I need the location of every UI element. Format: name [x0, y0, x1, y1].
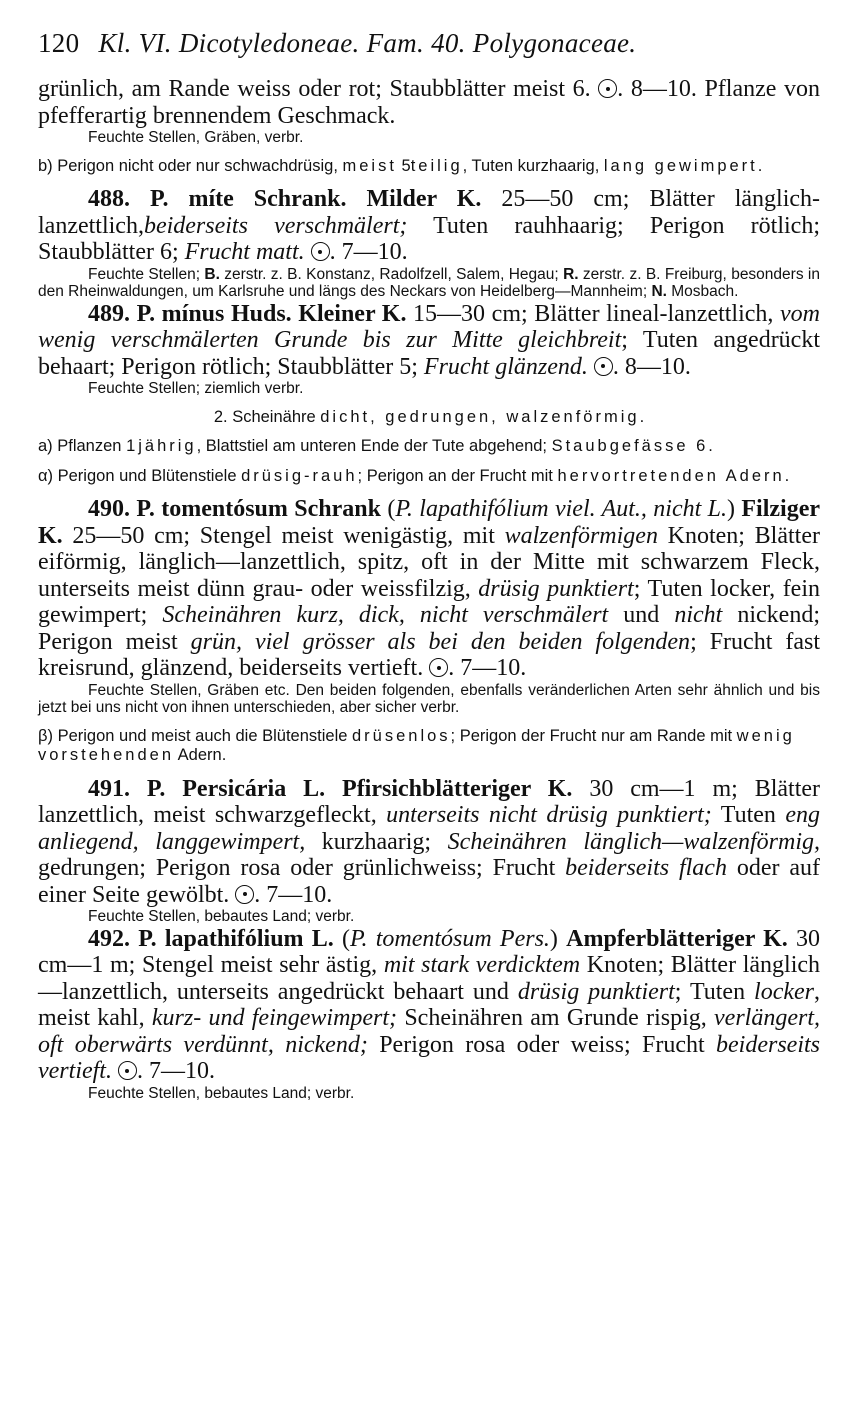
annual-symbol-icon: [235, 885, 254, 904]
text-run: Feuchte Stellen, Gräben, verbr.: [88, 129, 304, 146]
species-entry: [38, 76, 820, 129]
text-run: drüsig punktiert: [517, 978, 675, 1005]
text-run: nickend; Perigon meist: [38, 602, 820, 655]
text-run: hervortretenden Adern: [557, 466, 785, 485]
text-run: walzenförmigen: [504, 522, 658, 549]
text-run: dicht, gedrungen, walzenförmig: [320, 407, 640, 426]
text-run: P. tomentósum Pers.: [349, 925, 550, 952]
text-run: Feuchte Stellen, bebautes Land; verbr.: [88, 1084, 355, 1102]
text-run: 2. Scheinähre: [213, 407, 321, 426]
key-line: [38, 408, 820, 428]
text-run: [346, 186, 366, 212]
text-run: kurzhaarig;: [305, 828, 448, 855]
annual-symbol-icon: [598, 79, 617, 98]
text-run: Ampferblätteriger K.: [566, 925, 788, 952]
text-run: , Blattstiel am unteren Ende der Tute abgehend;: [196, 437, 552, 455]
page-number: 120: [38, 28, 80, 58]
text-run: (: [333, 925, 350, 952]
text-run: teilig: [410, 156, 463, 175]
text-run: und: [608, 602, 675, 628]
text-run: b) Perigon nicht oder nur schwachdrüsig,: [38, 156, 343, 175]
text-run: 491. P. Persicária L.: [88, 775, 326, 802]
text-run: grün, viel grösser als bei den beiden folgenden: [190, 628, 691, 655]
text-run: 1jährig: [126, 437, 197, 455]
text-run: , Tuten kurzhaarig,: [462, 156, 604, 175]
annual-symbol-icon: [118, 1061, 137, 1080]
text-run: 15—30 cm; Blätter lineal-lanzettlich,: [406, 300, 781, 327]
species-entry: [38, 926, 820, 1085]
text-run: ): [727, 496, 742, 522]
text-run: meist: [342, 156, 397, 175]
text-run: 25—50 cm; Stengel meist wenigästig, mit: [62, 522, 505, 549]
text-run: grünlich, am Rande weiss oder rot; Staubblätter meist 6.: [38, 76, 599, 102]
text-run: Frucht glänzend.: [423, 353, 588, 380]
running-header: [38, 24, 820, 62]
text-run: Staubgefässe 6: [551, 437, 709, 455]
text-run: . 7—10.: [448, 655, 527, 681]
text-run: Adern.: [174, 746, 227, 764]
text-run: 492. P. lapathifólium L.: [88, 925, 334, 952]
habitat-note: [38, 908, 820, 926]
text-run: ; Tuten: [674, 978, 755, 1005]
text-run: ; Tuten locker, fein gewimpert;: [38, 575, 821, 628]
key-line: [38, 437, 820, 457]
text-run: 30 cm—1 m; Stengel meist sehr ästig,: [38, 925, 821, 978]
text-run: mit stark verdicktem: [383, 952, 581, 978]
text-run: Tuten: [711, 802, 786, 828]
text-run: B.: [204, 265, 220, 283]
text-run: Feuchte Stellen, bebautes Land; verbr.: [88, 908, 355, 925]
text-run: ; Perigon an der Frucht mit: [357, 466, 558, 485]
text-run: . 8—10.: [612, 353, 691, 380]
running-title: Kl. VI. Dicotyledoneae. Fam. 40. Polygonaceae.: [98, 28, 637, 58]
text-run: .: [708, 437, 713, 455]
habitat-note: [38, 380, 820, 398]
text-run: a) Pflanzen: [38, 437, 127, 455]
text-run: vom wenig verschmälerten Grunde bis zur Mitte gleichbreit: [38, 300, 821, 353]
text-run: 488. P. míte Schrank.: [88, 186, 347, 212]
text-run: . 7—10.: [329, 239, 408, 265]
text-run: 489. P. mínus Huds.: [88, 300, 292, 327]
key-line: [38, 157, 820, 177]
text-run: ): [549, 925, 567, 952]
text-run: beiderseits vertieft.: [38, 1031, 820, 1084]
text-run: Knoten; Blätter eiförmig, länglich—lanzettlich, spitz, oft in der Mitte mit schwarzem Fleck, unterseits meist dünn grau- oder weissfilzig,: [38, 522, 820, 602]
habitat-note: [38, 266, 820, 301]
text-run: Tuten rauhhaarig; Perigon rötlich; Staubblätter 6;: [38, 212, 820, 265]
text-run: . 7—10.: [136, 1058, 215, 1084]
text-run: lang gewimpert: [603, 156, 758, 175]
text-run: Filziger K.: [38, 496, 820, 549]
page-body: [38, 76, 820, 1102]
text-run: Kleiner K.: [298, 300, 407, 327]
text-run: ; Tuten angedrückt behaart; Perigon rötlich; Staubblätter 5;: [38, 327, 820, 380]
text-run: Feuchte Stellen; ziemlich verbr.: [88, 380, 304, 397]
text-run: [305, 239, 311, 265]
key-line: [38, 467, 820, 487]
species-entry: [38, 186, 820, 266]
text-run: β) Perigon und meist auch die Blütenstiele: [38, 726, 352, 745]
text-run: ; Frucht fast kreisrund, glänzend, beiderseits vertieft.: [38, 628, 821, 681]
text-run: R.: [563, 265, 579, 283]
text-run: ; Perigon der Frucht nur am Rande mit: [450, 726, 737, 745]
text-run: oder auf einer Seite gewölbt.: [38, 855, 820, 908]
species-entry: [38, 496, 820, 682]
text-run: beiderseits verschmälert;: [143, 212, 408, 239]
text-run: .: [757, 156, 763, 175]
text-run: Mosbach.: [666, 283, 739, 300]
text-run: . 8—10. Pflanze von pfefferartig brennendem Geschmack.: [38, 76, 821, 129]
species-entry: [38, 301, 820, 381]
text-run: 30 cm—1 m; Blätter lanzettlich, meist schwarzgefleckt,: [38, 775, 821, 828]
text-run: α) Perigon und Blütenstiele: [38, 466, 242, 485]
text-run: gedrungen; Perigon rosa oder grünlichweiss; Frucht: [38, 855, 566, 881]
annual-symbol-icon: [594, 357, 613, 376]
text-run: 490. P. tomentósum Schrank: [88, 496, 381, 522]
text-run: zerstr. z. B. Freiburg, besonders in den Rheinwaldungen, um Karlsruhe und längs des Neckars von Heidelberg—Mannheim;: [38, 265, 820, 300]
text-run: wenig vorstehenden: [38, 726, 795, 764]
text-run: , meist kahl,: [38, 978, 820, 1031]
habitat-note: [38, 682, 820, 717]
text-run: zerstr. z. B. Konstanz, Radolfzell, Salem, Hegau;: [219, 265, 564, 283]
annual-symbol-icon: [311, 242, 330, 261]
text-run: N.: [651, 283, 667, 300]
text-run: drüsenlos: [352, 726, 451, 745]
text-run: unterseits nicht drüsig punktiert;: [386, 802, 712, 828]
text-run: eng anliegend, langgewimpert,: [38, 802, 820, 855]
text-run: kurz- und feingewimpert;: [151, 1005, 398, 1031]
text-run: [588, 354, 594, 380]
text-run: Perigon rosa oder weiss; Frucht: [367, 1031, 717, 1058]
habitat-note: [38, 129, 820, 147]
text-run: 5: [396, 156, 411, 175]
text-run: .: [639, 407, 645, 426]
text-run: beiderseits flach: [565, 855, 727, 881]
text-run: Scheinähren am Grunde rispig,: [397, 1005, 715, 1031]
text-run: P. lapathifólium viel. Aut., nicht L.: [395, 496, 727, 522]
annual-symbol-icon: [429, 658, 448, 677]
text-run: locker: [754, 978, 814, 1005]
text-run: drüsig punktiert: [478, 575, 634, 602]
key-line: [38, 727, 820, 766]
text-run: Feuchte Stellen, Gräben etc. Den beiden folgenden, ebenfalls veränderlichen Arten sehr ähnlich und bis jetzt bei uns nicht von ihnen unterschieden, aber sicher verbr.: [38, 681, 820, 716]
text-run: .: [784, 466, 790, 485]
text-run: (: [380, 496, 396, 522]
text-run: drüsig-rauh: [241, 466, 358, 485]
text-run: . 7—10.: [254, 881, 333, 908]
species-entry: [38, 776, 820, 909]
text-run: 25—50 cm; Blätter länglich-lanzettlich,: [38, 186, 821, 239]
text-run: Scheinähren kurz, dick, nicht verschmälert: [162, 602, 609, 628]
text-run: nicht: [674, 602, 723, 628]
text-run: verlängert, oft oberwärts verdünnt, nickend;: [38, 1005, 821, 1058]
text-run: Scheinähren länglich—walzenförmig,: [447, 828, 820, 855]
text-run: Feuchte Stellen;: [88, 265, 205, 283]
text-run: Knoten; Blätter länglich—lanzettlich, unterseits angedrückt behaart und: [38, 952, 821, 1005]
habitat-note: [38, 1085, 820, 1103]
text-run: Milder K.: [366, 186, 482, 212]
text-run: [325, 776, 342, 802]
text-run: Pfirsichblätteriger K.: [342, 775, 573, 802]
text-run: Frucht matt.: [184, 239, 305, 265]
